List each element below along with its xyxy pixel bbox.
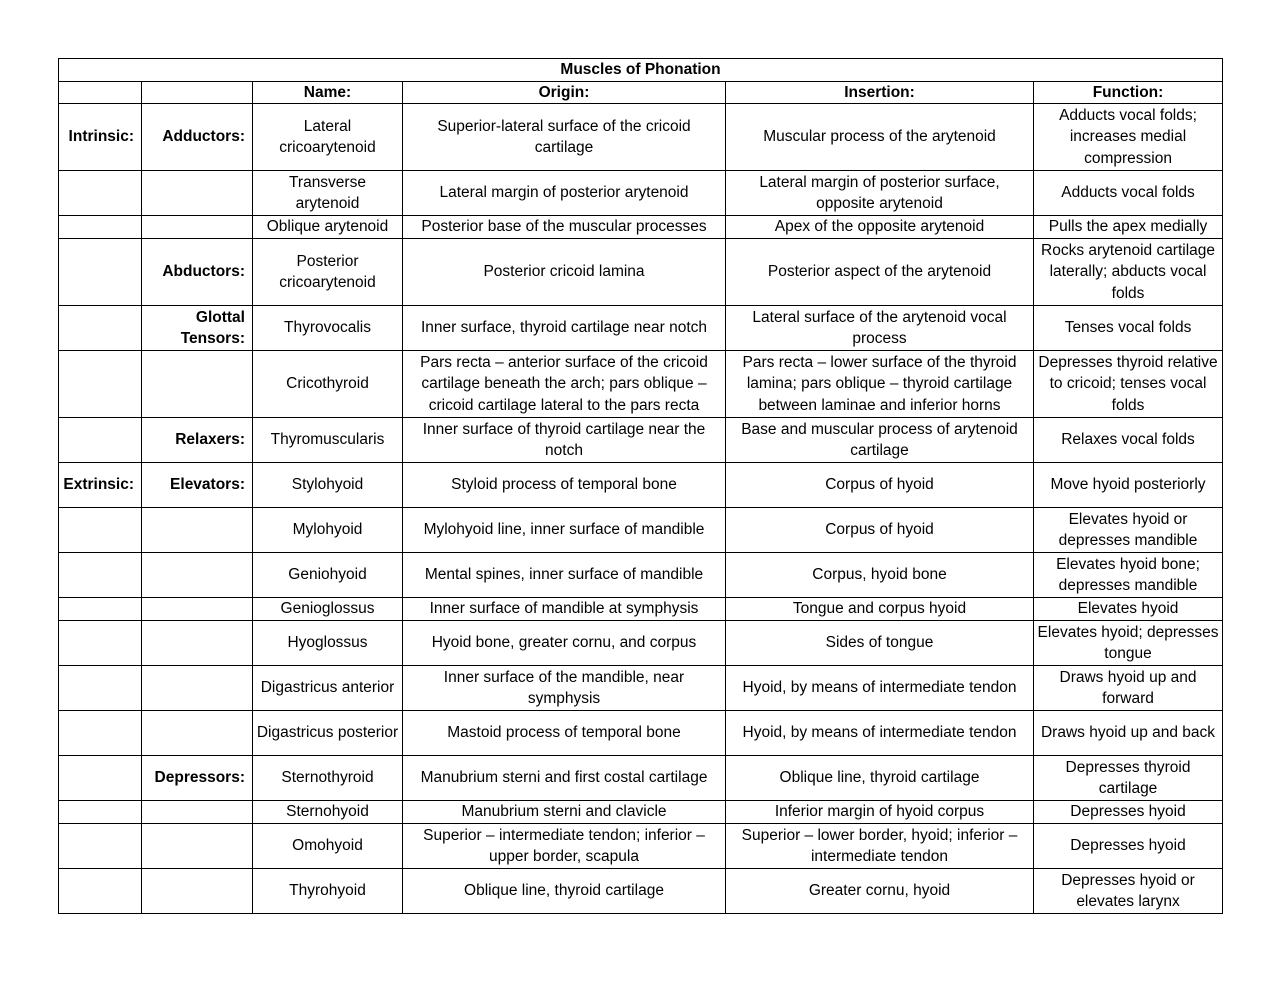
table-row: [59, 418, 1223, 463]
function-cell: Elevates hyoid; depresses tongue: [1034, 621, 1223, 666]
insertion-cell: Lateral surface of the arytenoid vocal process: [726, 306, 1034, 351]
insertion-cell: Superior – lower border, hyoid; inferior – intermediate tendon: [726, 824, 1034, 869]
origin-cell: Superior-lateral surface of the cricoid cartilage: [403, 104, 726, 171]
function-cell: Depresses hyoid or elevates larynx: [1034, 869, 1223, 914]
header-function: Function:: [1034, 81, 1223, 104]
subgroup-cell: Relaxers:: [142, 418, 253, 463]
muscle-name-cell: Transverse arytenoid: [253, 171, 403, 216]
subgroup-cell: [142, 508, 253, 553]
origin-cell: Mastoid process of temporal bone: [403, 711, 726, 756]
subgroup-cell: [142, 171, 253, 216]
function-cell: Elevates hyoid or depresses mandible: [1034, 508, 1223, 553]
header-origin: Origin:: [403, 81, 726, 104]
table-row: [59, 801, 1223, 824]
origin-cell: Pars recta – anterior surface of the cricoid cartilage beneath the arch; pars oblique – cricoid cartilage lateral to the pars recta: [403, 351, 726, 418]
group-cell: [59, 621, 142, 666]
insertion-cell: Pars recta – lower surface of the thyroid lamina; pars oblique – thyroid cartilage between laminae and inferior horns: [726, 351, 1034, 418]
muscle-name-cell: Thyrohyoid: [253, 869, 403, 914]
function-cell: Depresses hyoid: [1034, 801, 1223, 824]
function-cell: Elevates hyoid bone; depresses mandible: [1034, 553, 1223, 598]
header-group-blank: [59, 81, 142, 104]
group-cell: [59, 801, 142, 824]
origin-cell: Superior – intermediate tendon; inferior – upper border, scapula: [403, 824, 726, 869]
origin-cell: Manubrium sterni and first costal cartilage: [403, 756, 726, 801]
insertion-cell: Inferior margin of hyoid corpus: [726, 801, 1034, 824]
table-row: [59, 508, 1223, 553]
origin-cell: Mental spines, inner surface of mandible: [403, 553, 726, 598]
function-cell: Rocks arytenoid cartilage laterally; abducts vocal folds: [1034, 239, 1223, 306]
origin-cell: Posterior base of the muscular processes: [403, 216, 726, 239]
subgroup-cell: [142, 351, 253, 418]
header-name: Name:: [253, 81, 403, 104]
group-cell: [59, 418, 142, 463]
table-row: [59, 621, 1223, 666]
origin-cell: Mylohyoid line, inner surface of mandible: [403, 508, 726, 553]
table-row: [59, 598, 1223, 621]
function-cell: Depresses thyroid relative to cricoid; tenses vocal folds: [1034, 351, 1223, 418]
table-row: [59, 463, 1223, 508]
group-cell: [59, 711, 142, 756]
function-cell: Elevates hyoid: [1034, 598, 1223, 621]
insertion-cell: Tongue and corpus hyoid: [726, 598, 1034, 621]
muscle-name-cell: Posterior cricoarytenoid: [253, 239, 403, 306]
origin-cell: Inner surface of thyroid cartilage near the notch: [403, 418, 726, 463]
muscle-name-cell: Geniohyoid: [253, 553, 403, 598]
title-row: [59, 59, 1223, 82]
origin-cell: Lateral margin of posterior arytenoid: [403, 171, 726, 216]
group-cell: [59, 869, 142, 914]
table-row: [59, 216, 1223, 239]
subgroup-cell: Glottal Tensors:: [142, 306, 253, 351]
subgroup-cell: Depressors:: [142, 756, 253, 801]
group-cell: [59, 239, 142, 306]
subgroup-cell: [142, 801, 253, 824]
group-cell: [59, 824, 142, 869]
group-cell: [59, 598, 142, 621]
group-cell: [59, 553, 142, 598]
table-row: [59, 756, 1223, 801]
insertion-cell: Oblique line, thyroid cartilage: [726, 756, 1034, 801]
group-cell: [59, 508, 142, 553]
function-cell: Pulls the apex medially: [1034, 216, 1223, 239]
insertion-cell: Base and muscular process of arytenoid cartilage: [726, 418, 1034, 463]
table-row: [59, 306, 1223, 351]
insertion-cell: Greater cornu, hyoid: [726, 869, 1034, 914]
origin-cell: Styloid process of temporal bone: [403, 463, 726, 508]
table-row: [59, 666, 1223, 711]
table-row: [59, 824, 1223, 869]
muscle-name-cell: Oblique arytenoid: [253, 216, 403, 239]
group-cell: [59, 216, 142, 239]
origin-cell: Manubrium sterni and clavicle: [403, 801, 726, 824]
group-cell: Extrinsic:: [59, 463, 142, 508]
insertion-cell: Sides of tongue: [726, 621, 1034, 666]
function-cell: Draws hyoid up and back: [1034, 711, 1223, 756]
muscle-name-cell: Sternothyroid: [253, 756, 403, 801]
header-row: [59, 81, 1223, 104]
group-cell: [59, 756, 142, 801]
subgroup-cell: [142, 711, 253, 756]
subgroup-cell: [142, 553, 253, 598]
table-row: [59, 351, 1223, 418]
function-cell: Draws hyoid up and forward: [1034, 666, 1223, 711]
insertion-cell: Posterior aspect of the arytenoid: [726, 239, 1034, 306]
subgroup-cell: [142, 598, 253, 621]
group-cell: [59, 351, 142, 418]
origin-cell: Posterior cricoid lamina: [403, 239, 726, 306]
subgroup-cell: [142, 216, 253, 239]
function-cell: Adducts vocal folds: [1034, 171, 1223, 216]
muscle-name-cell: Digastricus posterior: [253, 711, 403, 756]
muscle-name-cell: Omohyoid: [253, 824, 403, 869]
header-subgroup-blank: [142, 81, 253, 104]
subgroup-cell: Elevators:: [142, 463, 253, 508]
muscle-name-cell: Stylohyoid: [253, 463, 403, 508]
muscle-name-cell: Genioglossus: [253, 598, 403, 621]
subgroup-cell: [142, 824, 253, 869]
insertion-cell: Corpus of hyoid: [726, 508, 1034, 553]
subgroup-cell: Abductors:: [142, 239, 253, 306]
muscle-name-cell: Thyromuscularis: [253, 418, 403, 463]
origin-cell: Oblique line, thyroid cartilage: [403, 869, 726, 914]
table-row: [59, 171, 1223, 216]
muscle-name-cell: Hyoglossus: [253, 621, 403, 666]
table-title: Muscles of Phonation: [59, 59, 1223, 82]
table-row: [59, 869, 1223, 914]
subgroup-cell: [142, 869, 253, 914]
function-cell: Move hyoid posteriorly: [1034, 463, 1223, 508]
insertion-cell: Muscular process of the arytenoid: [726, 104, 1034, 171]
muscle-name-cell: Mylohyoid: [253, 508, 403, 553]
subgroup-cell: [142, 666, 253, 711]
muscles-table: [58, 58, 1223, 914]
muscle-name-cell: Lateral cricoarytenoid: [253, 104, 403, 171]
insertion-cell: Apex of the opposite arytenoid: [726, 216, 1034, 239]
function-cell: Tenses vocal folds: [1034, 306, 1223, 351]
origin-cell: Inner surface of mandible at symphysis: [403, 598, 726, 621]
function-cell: Relaxes vocal folds: [1034, 418, 1223, 463]
function-cell: Depresses hyoid: [1034, 824, 1223, 869]
group-cell: [59, 171, 142, 216]
function-cell: Depresses thyroid cartilage: [1034, 756, 1223, 801]
origin-cell: Hyoid bone, greater cornu, and corpus: [403, 621, 726, 666]
subgroup-cell: Adductors:: [142, 104, 253, 171]
group-cell: Intrinsic:: [59, 104, 142, 171]
table-row: [59, 553, 1223, 598]
table-row: [59, 239, 1223, 306]
header-insertion: Insertion:: [726, 81, 1034, 104]
muscle-name-cell: Cricothyroid: [253, 351, 403, 418]
group-cell: [59, 306, 142, 351]
table-row: [59, 711, 1223, 756]
insertion-cell: Lateral margin of posterior surface, opposite arytenoid: [726, 171, 1034, 216]
function-cell: Adducts vocal folds; increases medial compression: [1034, 104, 1223, 171]
origin-cell: Inner surface, thyroid cartilage near notch: [403, 306, 726, 351]
group-cell: [59, 666, 142, 711]
muscle-name-cell: Thyrovocalis: [253, 306, 403, 351]
insertion-cell: Hyoid, by means of intermediate tendon: [726, 666, 1034, 711]
insertion-cell: Corpus, hyoid bone: [726, 553, 1034, 598]
muscle-name-cell: Digastricus anterior: [253, 666, 403, 711]
table-row: [59, 104, 1223, 171]
subgroup-cell: [142, 621, 253, 666]
origin-cell: Inner surface of the mandible, near symphysis: [403, 666, 726, 711]
muscle-name-cell: Sternohyoid: [253, 801, 403, 824]
insertion-cell: Corpus of hyoid: [726, 463, 1034, 508]
insertion-cell: Hyoid, by means of intermediate tendon: [726, 711, 1034, 756]
